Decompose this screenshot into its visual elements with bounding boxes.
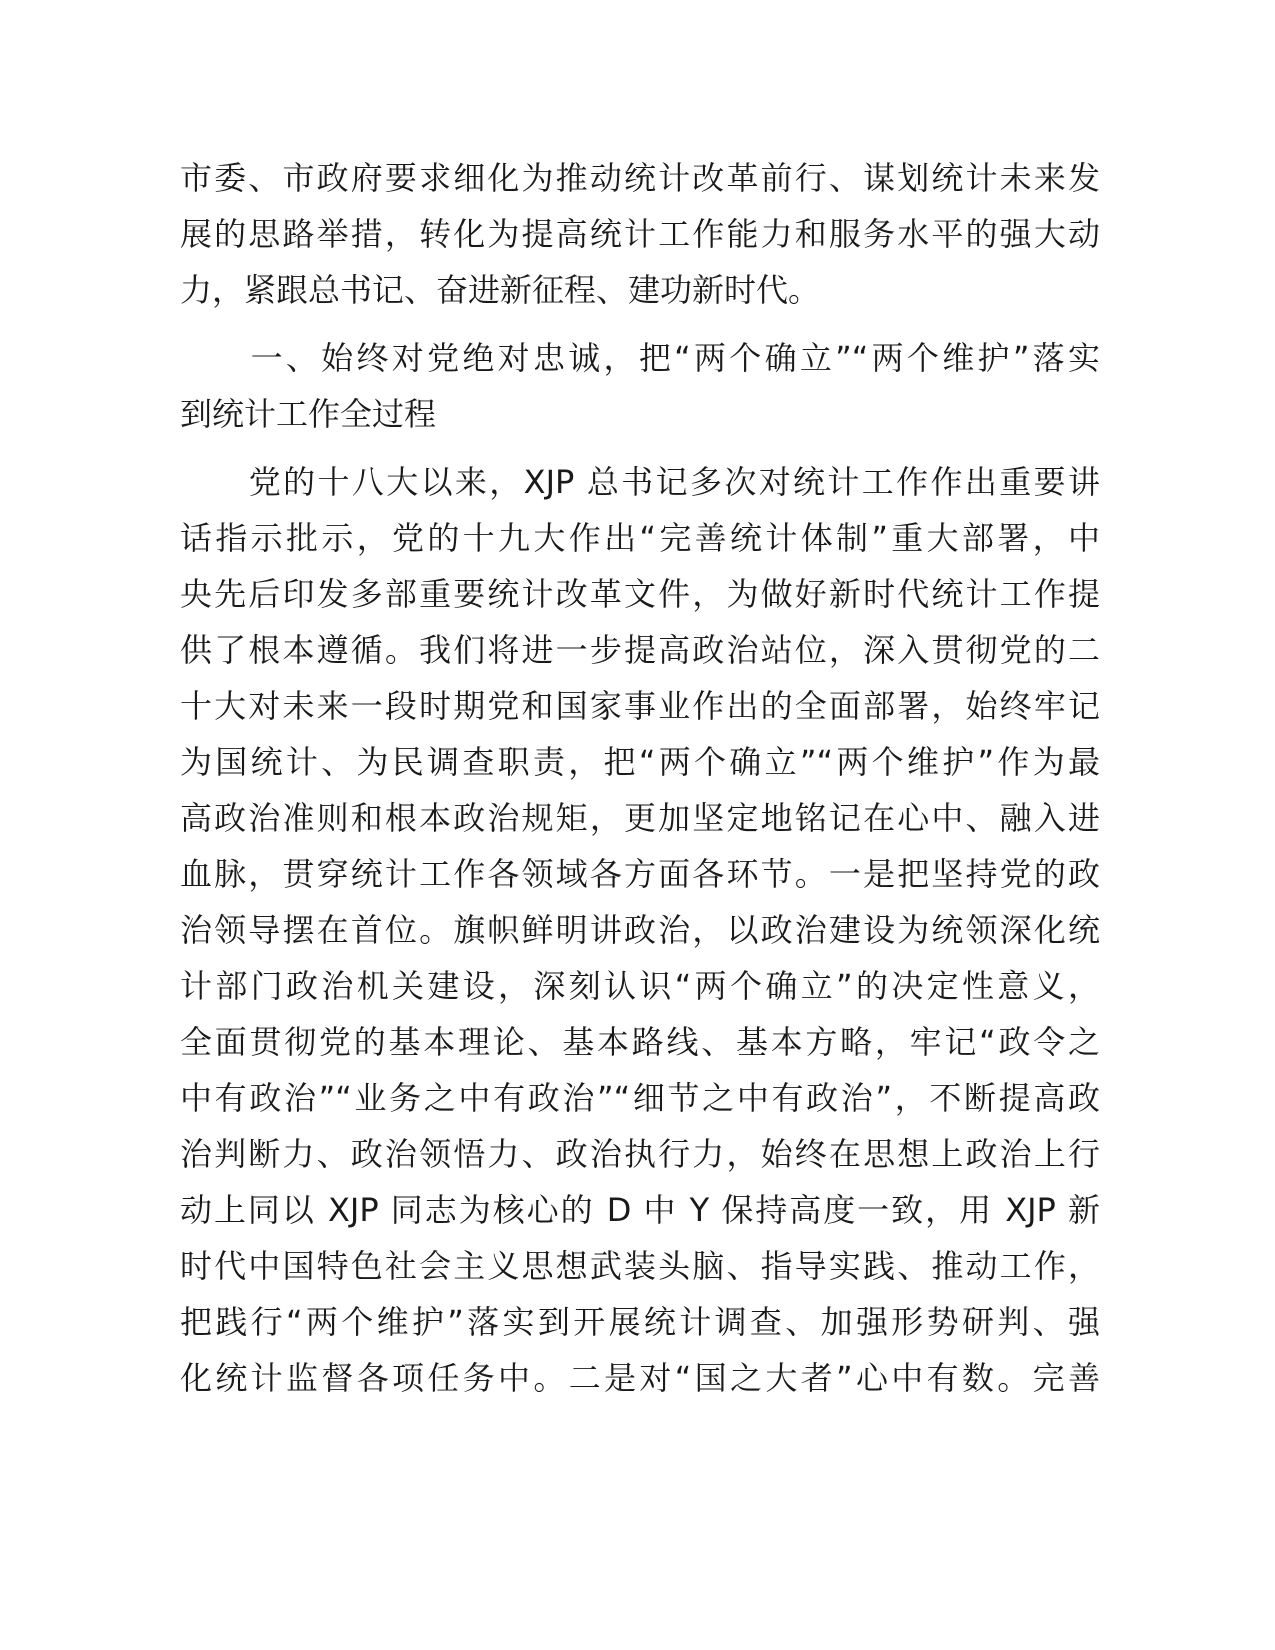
text-line: 治判断力、政治领悟力、政治执行力，始终在思想上政治上行 [180, 1135, 1100, 1173]
text-line: 话指示批示，党的十九大作出“完善统计体制”重大部署，中 [180, 519, 1100, 557]
text-line: 把践行“两个维护”落实到开展统计调查、加强形势研判、强 [180, 1303, 1100, 1341]
text-line: 计部门政治机关建设，深刻认识“两个确立”的决定性意义， [180, 967, 1100, 1005]
text-line: 血脉，贯穿统计工作各领域各方面各环节。一是把坚持党的政 [180, 855, 1100, 893]
text-line: 为国统计、为民调查职责，把“两个确立”“两个维护”作为最 [180, 743, 1100, 781]
text-line: 展的思路举措，转化为提高统计工作能力和服务水平的强大动 [180, 215, 1100, 253]
text-line: 时代中国特色社会主义思想武装头脑、指导实践、推动工作， [180, 1247, 1100, 1285]
body-text [180, 150, 1100, 1406]
text-line: 力，紧跟总书记、奋进新征程、建功新时代。 [180, 271, 821, 309]
text-line: 全面贯彻党的基本理论、基本路线、基本方略，牢记“政令之 [180, 1023, 1100, 1061]
text-line: 高政治准则和根本政治规矩，更加坚定地铭记在心中、融入进 [180, 799, 1100, 837]
section-heading-line: 一、始终对党绝对忠诚，把“两个确立”“两个维护”落实 [180, 339, 1100, 377]
text-line: 中有政治”“业务之中有政治”“细节之中有政治”，不断提高政 [180, 1079, 1100, 1117]
paragraph-gap [180, 442, 1100, 454]
text-line: 央先后印发多部重要统计改革文件，为做好新时代统计工作提 [180, 575, 1100, 613]
text-line: 供了根本遵循。我们将进一步提高政治站位，深入贯彻党的二 [180, 631, 1100, 669]
paragraph-gap [180, 318, 1100, 330]
text-line: 化统计监督各项任务中。二是对“国之大者”心中有数。完善 [180, 1359, 1100, 1397]
section-heading-line: 到统计工作全过程 [180, 395, 437, 433]
text-line: 党的十八大以来，XJP 总书记多次对统计工作作出重要讲 [180, 463, 1100, 501]
text-line: 治领导摆在首位。旗帜鲜明讲政治，以政治建设为统领深化统 [180, 911, 1100, 949]
text-line: 十大对未来一段时期党和国家事业作出的全面部署，始终牢记 [180, 687, 1100, 725]
text-line: 动上同以 XJP 同志为核心的 D 中 Y 保持高度一致，用 XJP 新 [180, 1191, 1100, 1229]
text-line: 市委、市政府要求细化为推动统计改革前行、谋划统计未来发 [180, 159, 1100, 197]
